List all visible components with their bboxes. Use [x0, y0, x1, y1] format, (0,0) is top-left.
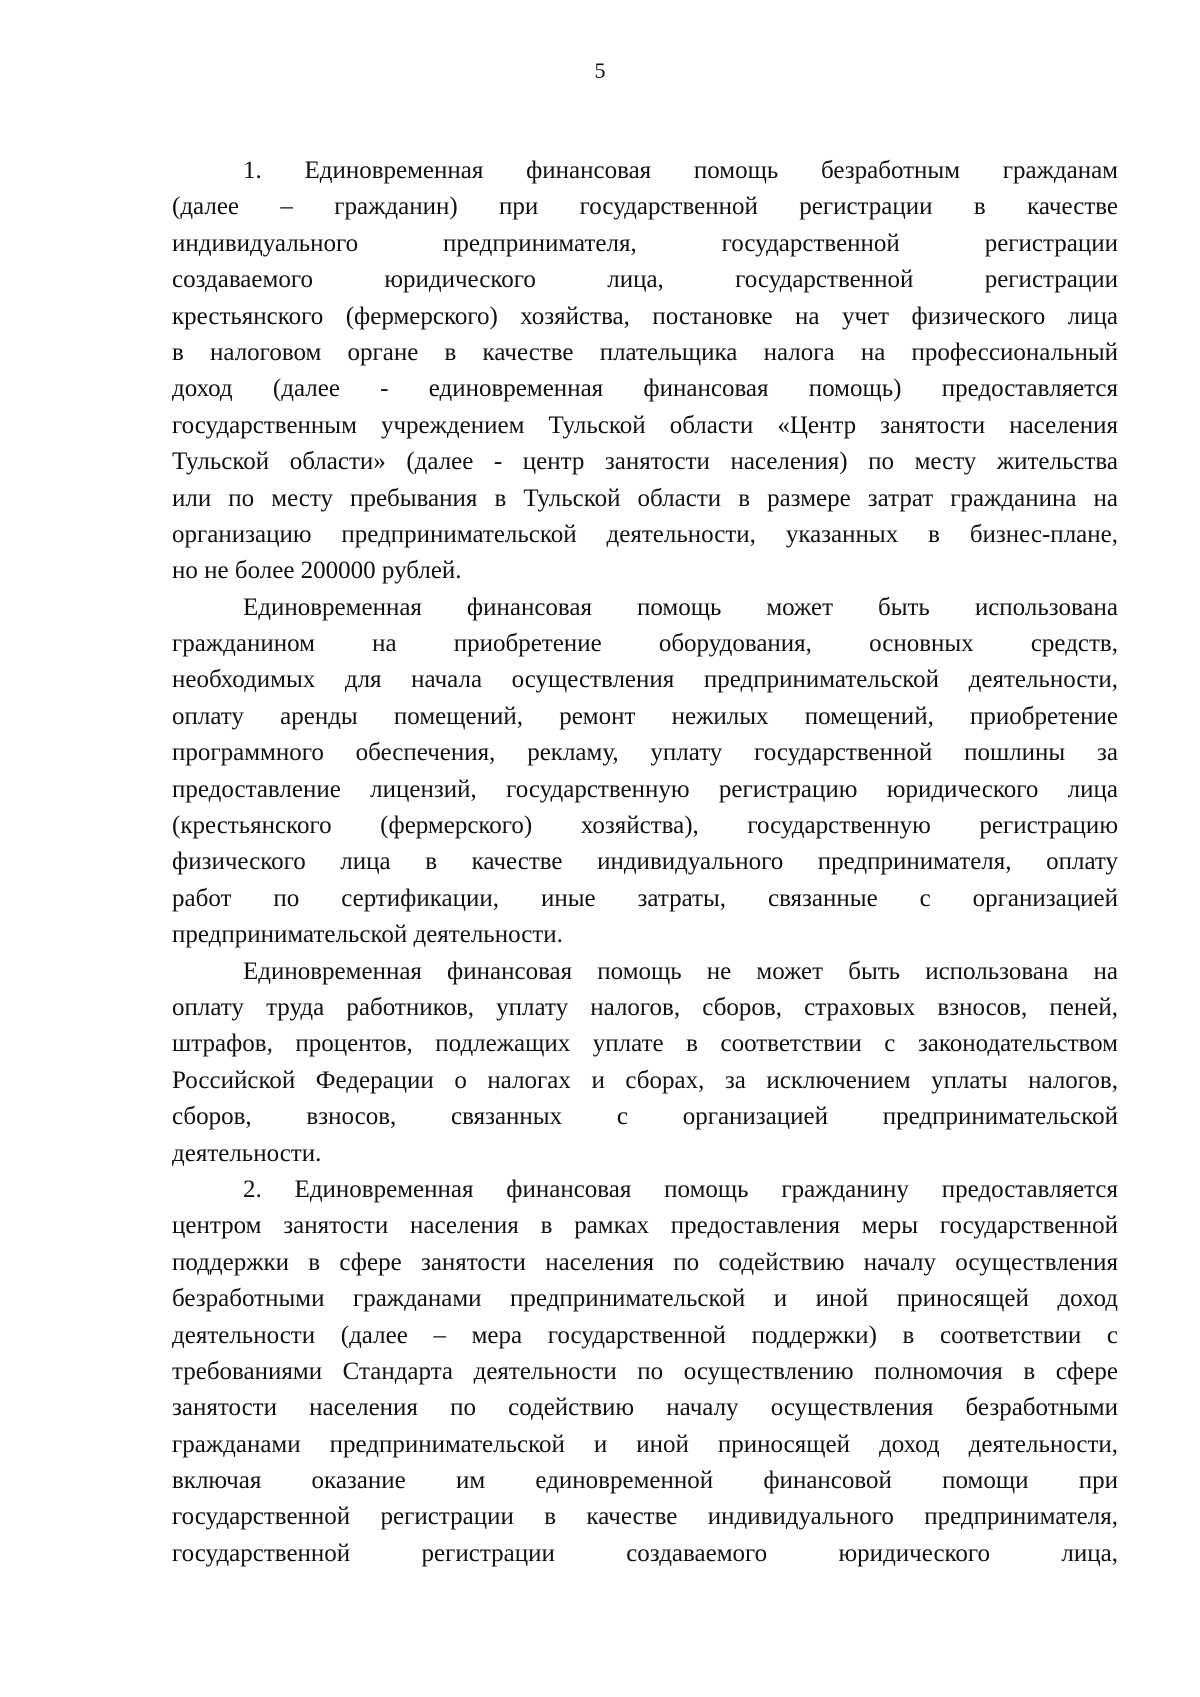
- text-line: Тульской области» (далее - центр занятости населения) по месту жительства: [172, 448, 1118, 476]
- text-line: или по месту пребывания в Тульской области в размере затрат гражданина на: [172, 484, 1118, 512]
- text-line: поддержки в сфере занятости населения по содействию началу осуществления: [172, 1248, 1118, 1276]
- text-line: 2. Единовременная финансовая помощь гражданину предоставляется: [243, 1175, 1118, 1203]
- text-line: крестьянского (фермерского) хозяйства, постановке на учет физического лица: [172, 302, 1118, 330]
- document-body: [172, 153, 1118, 1572]
- page-number: 5: [594, 58, 606, 83]
- text-line: государственной регистрации в качестве индивидуального предпринимателя,: [172, 1503, 1118, 1531]
- text-line: оплату труда работников, уплату налогов, сборов, страховых взносов, пеней,: [172, 993, 1118, 1021]
- text-line: государственным учреждением Тульской области «Центр занятости населения: [172, 411, 1118, 439]
- text-line: гражданином на приобретение оборудования, основных средств,: [172, 630, 1118, 658]
- text-line: программного обеспечения, рекламу, уплату государственной пошлины за: [172, 739, 1118, 767]
- text-line: организацию предпринимательской деятельности, указанных в бизнес-плане,: [172, 520, 1118, 548]
- text-line: но не более 200000 рублей.: [172, 557, 462, 585]
- text-line: безработными гражданами предпринимательской и иной приносящей доход: [172, 1285, 1118, 1313]
- text-line: государственной регистрации создаваемого юридического лица,: [172, 1539, 1118, 1567]
- text-line: в налоговом органе в качестве плательщика налога на профессиональный: [172, 338, 1118, 366]
- text-line: Единовременная финансовая помощь может быть использована: [243, 593, 1118, 621]
- text-line: включая оказание им единовременной финансовой помощи при: [172, 1467, 1118, 1495]
- text-line: центром занятости населения в рамках предоставления меры государственной: [172, 1212, 1118, 1240]
- text-line: физического лица в качестве индивидуального предпринимателя, оплату: [172, 848, 1118, 876]
- text-line: деятельности.: [172, 1139, 322, 1167]
- text-line: деятельности (далее – мера государственной поддержки) в соответствии с: [172, 1321, 1118, 1349]
- text-line: доход (далее - единовременная финансовая помощь) предоставляется: [172, 375, 1118, 403]
- text-line: (далее – гражданин) при государственной регистрации в качестве: [172, 193, 1118, 221]
- text-line: необходимых для начала осуществления предпринимательской деятельности,: [172, 666, 1118, 694]
- text-line: требованиями Стандарта деятельности по осуществлению полномочия в сфере: [172, 1357, 1118, 1385]
- text-line: штрафов, процентов, подлежащих уплате в соответствии с законодательством: [172, 1030, 1118, 1058]
- text-line: гражданами предпринимательской и иной приносящей доход деятельности,: [172, 1430, 1118, 1458]
- text-line: сборов, взносов, связанных с организацией предпринимательской: [172, 1103, 1118, 1131]
- text-line: предоставление лицензий, государственную регистрацию юридического лица: [172, 775, 1118, 803]
- text-line: 1. Единовременная финансовая помощь безработным гражданам: [243, 157, 1118, 184]
- text-line: (крестьянского (фермерского) хозяйства), государственную регистрацию: [172, 812, 1118, 840]
- text-line: предпринимательской деятельности.: [172, 921, 563, 949]
- text-line: оплату аренды помещений, ремонт нежилых помещений, приобретение: [172, 702, 1118, 730]
- text-line: работ по сертификации, иные затраты, связанные с организацией: [172, 884, 1118, 912]
- text-line: Российской Федерации о налогах и сборах, за исключением уплаты налогов,: [172, 1066, 1118, 1094]
- text-line: занятости населения по содействию началу осуществления безработными: [172, 1394, 1118, 1422]
- text-line: индивидуального предпринимателя, государственной регистрации: [172, 229, 1118, 257]
- text-line: создаваемого юридического лица, государственной регистрации: [172, 266, 1118, 294]
- text-line: Единовременная финансовая помощь не может быть использована на: [243, 957, 1118, 985]
